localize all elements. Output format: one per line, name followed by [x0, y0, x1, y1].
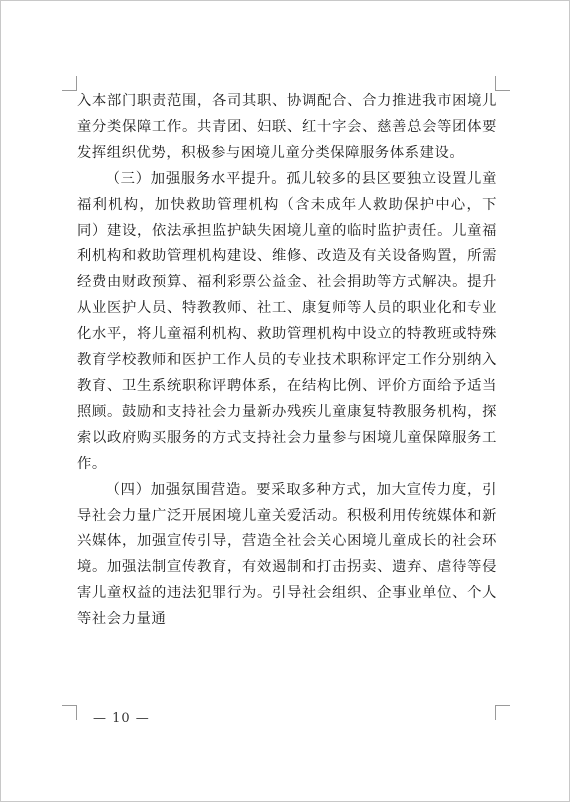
body-text — [77, 89, 497, 633]
paragraph-text: 入本部门职责范围，各司其职、协调配合、合力推进我市困境儿童分类保障工作。共青团、妇联、红十字会、慈善总会等团体要发挥组织优势，积极参与困境儿童分类保障服务体系建设。 — [77, 93, 497, 161]
paragraph-atmosphere — [77, 478, 497, 633]
crop-mark-bottom-left — [62, 705, 77, 720]
section-heading: （三）加强服务水平提升。 — [105, 170, 287, 187]
crop-mark-bottom-right — [495, 705, 510, 720]
section-heading: （四）加强氛围营造。 — [105, 481, 257, 498]
crop-mark-top-left — [62, 76, 77, 91]
paragraph-text: 孤儿较多的县区要独立设置儿童福利机构，加快救助管理机构（含未成年人救助保护中心，下同）建设，依法承担监护缺失困境儿童的临时监护责任。儿童福利机构和救助管理机构建设、维修、改造及有关设备购置，所需经费由财政预算、福利彩票公益金、社会捐助等方式解决。提升从业医护人员、特教教师、社工、康复师等人员的职业化和专业化水平，将儿童福利机构、救助管理机构中设立的特教班或特殊教育学校教师和医护工作人员的专业技术职称评定工作分别纳入教育、卫生系统职称评聘体系，在结构比例、评价方面给予适当照顾。鼓励和支持社会力量新办残疾儿童康复特教服务机构，探索以政府购买服务的方式支持社会力量参与困境儿童保障服务工作。 — [77, 170, 497, 472]
paragraph-text: 要采取多种方式，加大宣传力度，引导社会力量广泛开展困境儿童关爱活动。积极利用传统媒体和新兴媒体，加强宣传引导，营造全社会关心困境儿童成长的社会环境。加强法制宣传教育，有效遏制和打击拐卖、遗弃、虐待等侵害儿童权益的违法犯罪行为。引导社会组织、企事业单位、个人等社会力量通 — [77, 481, 497, 628]
page-number: — 10 — — [93, 711, 150, 726]
crop-mark-top-right — [495, 76, 510, 91]
paragraph-service-level — [77, 167, 497, 478]
paragraph-continuation — [77, 89, 497, 167]
